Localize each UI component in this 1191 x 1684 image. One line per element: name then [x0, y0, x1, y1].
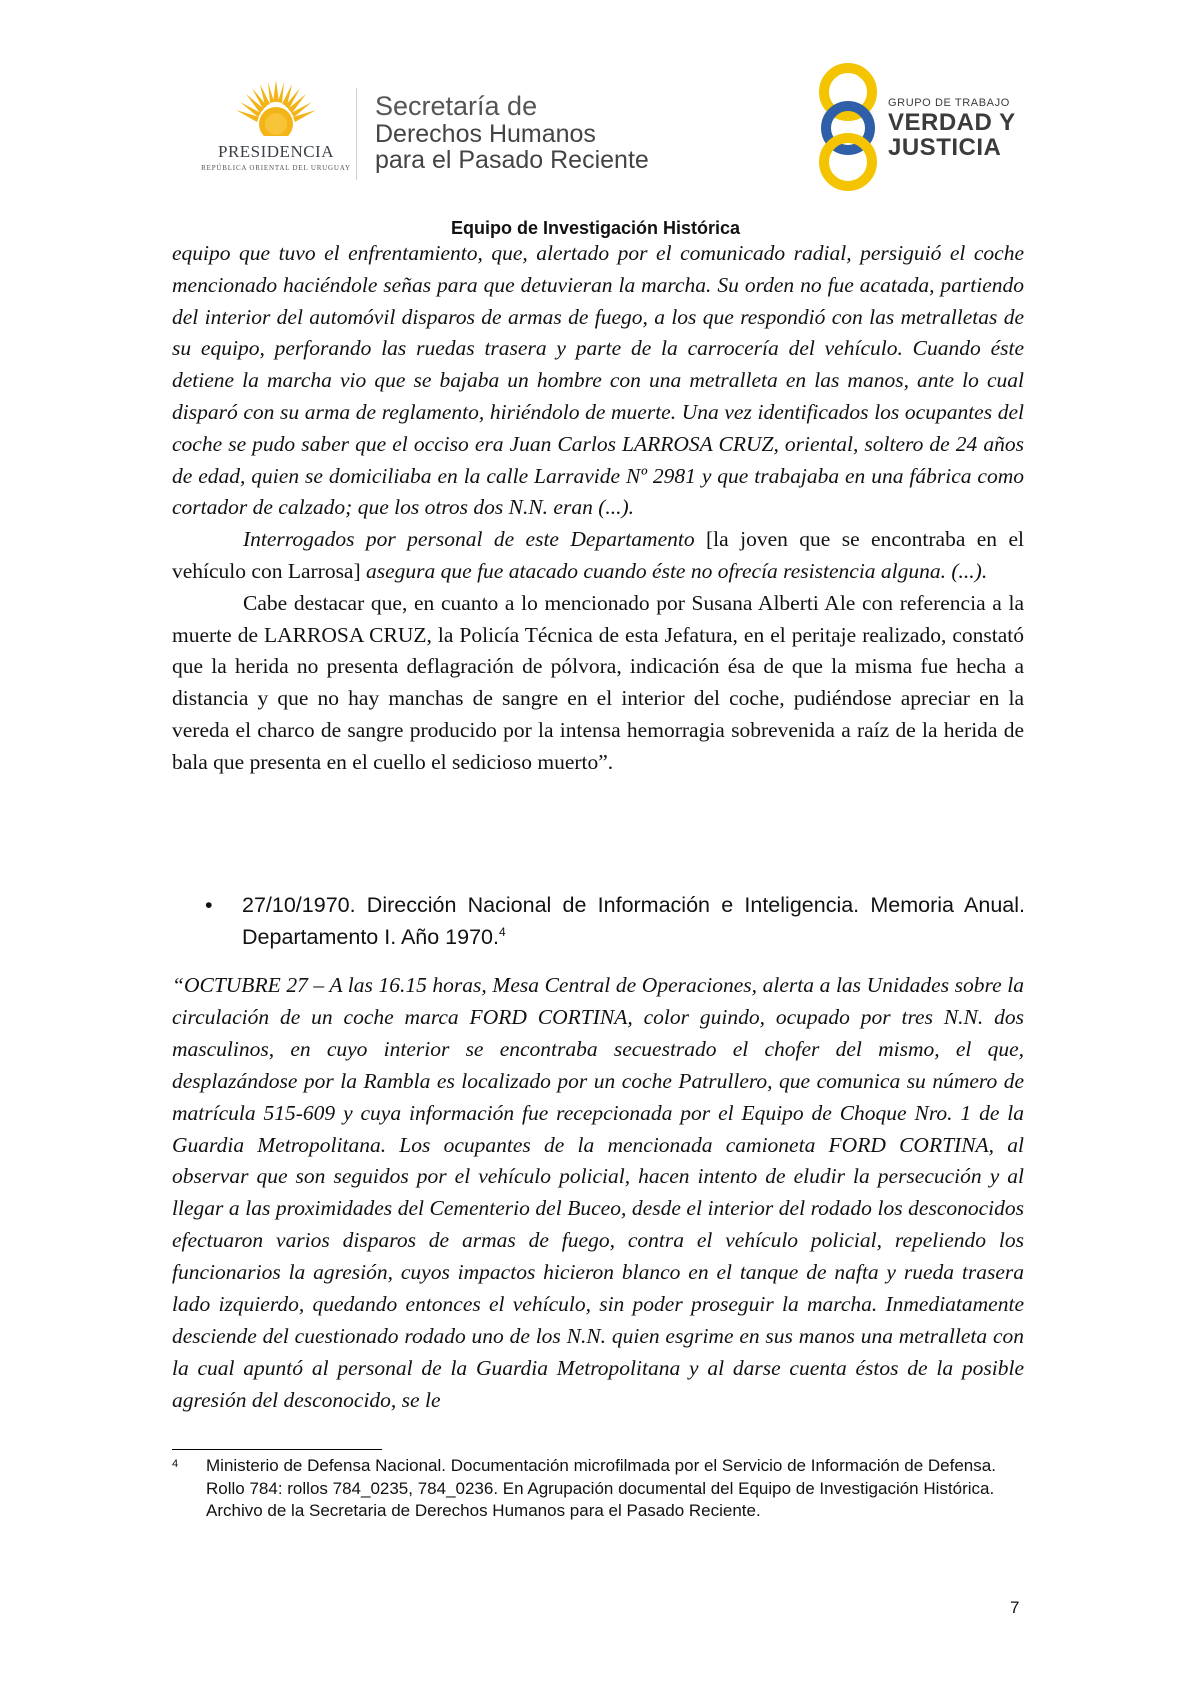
body-text	[172, 238, 1024, 779]
team-title: Equipo de Investigación Histórica	[450, 218, 741, 238]
presidencia-logo	[196, 80, 356, 180]
secretaria-logo-text	[375, 91, 649, 173]
bullet-symbol: •	[205, 893, 213, 917]
paragraph-2	[172, 524, 1024, 588]
sun-emblem-icon	[232, 80, 320, 142]
paragraph-2-part-c: asegura que fue atacado cuando éste no ofrecía resistencia alguna. (...).	[366, 558, 988, 583]
paragraph-1: equipo que tuvo el enfrentamiento, que, alertado por el comunicado radial, persiguió el coche mencionado haciéndole señas para que detuvieran la marcha. Su orden no fue acatada, partiendo del interior del automóvil disparos de armas de fuego, a los que respondió con las metralletas de su equipo, perforando las ruedas trasera y parte de la carrocería del vehículo. Cuando éste detiene la marcha vio que se bajaba un hombre con una metralleta en las manos, ante lo cual disparó con su arma de reglamento, hiriéndolo de muerte. Una vez identificados los ocupantes del coche se pudo saber que el occiso era Juan Carlos LARROSA CRUZ, oriental, soltero de 24 años de edad, quien se domiciliaba en la calle Larravide Nº 2981 y que trabajaba en una fábrica como cortador de calzado; que los otros dos N.N. eran (...).	[172, 241, 1024, 520]
secretaria-line3: para el Pasado Reciente	[375, 146, 649, 174]
footnote-number: 4	[172, 1458, 179, 1470]
secretaria-line2: Derechos Humanos	[375, 120, 596, 148]
paragraph-2-part-b: [la joven que se encontraba en el vehículo con Larrosa]	[172, 527, 1024, 583]
grupo-line1: GRUPO DE TRABAJO	[888, 97, 1010, 109]
footnote-text: Ministerio de Defensa Nacional. Documentación microfilmada por el Servicio de Información de Defensa. Rollo 784: rollos 784_0235, 784_0236. En Agrupación documental del Equipo de Investigación Histórica. Archivo de la Secretaria de Derechos Humanos para el Pasado Reciente.	[206, 1456, 996, 1520]
paragraph-2-part-a: Interrogados por personal de este Departamento	[243, 527, 695, 552]
footnote-separator	[172, 1449, 382, 1450]
presidencia-subtitle: REPÚBLICA ORIENTAL DEL URUGUAY	[201, 164, 351, 172]
footnote-reference[interactable]: 4	[498, 924, 506, 939]
grupo-trabajo-logo	[812, 62, 1032, 192]
page-header	[0, 0, 1191, 200]
secretaria-line1: Secretaría de	[375, 91, 538, 121]
grupo-trabajo-text	[888, 96, 1016, 160]
paragraph-3: Cabe destacar que, en cuanto a lo mencionado por Susana Alberti Ale con referencia a la muerte de LARROSA CRUZ, la Policía Técnica de esta Jefatura, en el peritaje realizado, constató que la herida no presenta deflagración de pólvora, indicación ésa de que la misma fue hecha a distancia y que no hay manchas de sangre en el interior del coche, pudiéndose apreciar en la vereda el charco de sangre producido por la intensa hemorragia sobrevenida a raíz de la herida de bala que presenta en el cuello el sedicioso muerto”.	[172, 590, 1024, 774]
interlocked-rings-icon	[812, 62, 888, 192]
page-number: 7	[1010, 1598, 1020, 1617]
logo-divider	[356, 88, 357, 180]
bullet-text: 27/10/1970. Dirección Nacional de Información e Inteligencia. Memoria Anual. Departamento I. Año 1970.	[242, 893, 1025, 949]
quoted-record: “OCTUBRE 27 – A las 16.15 horas, Mesa Central de Operaciones, alerta a las Unidades sobre la circulación de un coche marca FORD CORTINA, color guindo, ocupado por tres N.N. dos masculinos, en cuyo interior se encontraba secuestrado el chofer del mismo, el que, desplazándose por la Rambla es localizado por un coche Patrullero, que comunica su número de matrícula 515-609 y cuya información fue recepcionada por el Equipo de Choque Nro. 1 de la Guardia Metropolitana. Los ocupantes de la mencionada camioneta FORD CORTINA, al observar que son seguidos por el vehículo policial, hacen intento de eludir la persecución y al llegar a las proximidades del Cementerio del Buceo, desde el interior del rodado los desconocidos efectuaron varios disparos de armas de fuego, contra el vehículo policial, repeliendo los funcionarios la agresión, cuyos impactos hicieron blanco en el tanque de nafta y rueda trasera lado izquierdo, quedando entonces el vehículo, sin poder proseguir la marcha. Inmediatamente desciende del cuestionado rodado uno de los N.N. quien esgrime en sus manos una metralleta con la cual apuntó al personal de la Guardia Metropolitana y al darse cuenta éstos de la posible agresión del desconocido, se le	[172, 973, 1024, 1412]
grupo-line3: JUSTICIA	[888, 134, 1002, 161]
grupo-line2: VERDAD Y	[888, 109, 1016, 136]
bullet-text-wrap	[242, 889, 1025, 953]
presidencia-wordmark: PRESIDENCIA	[217, 142, 334, 161]
